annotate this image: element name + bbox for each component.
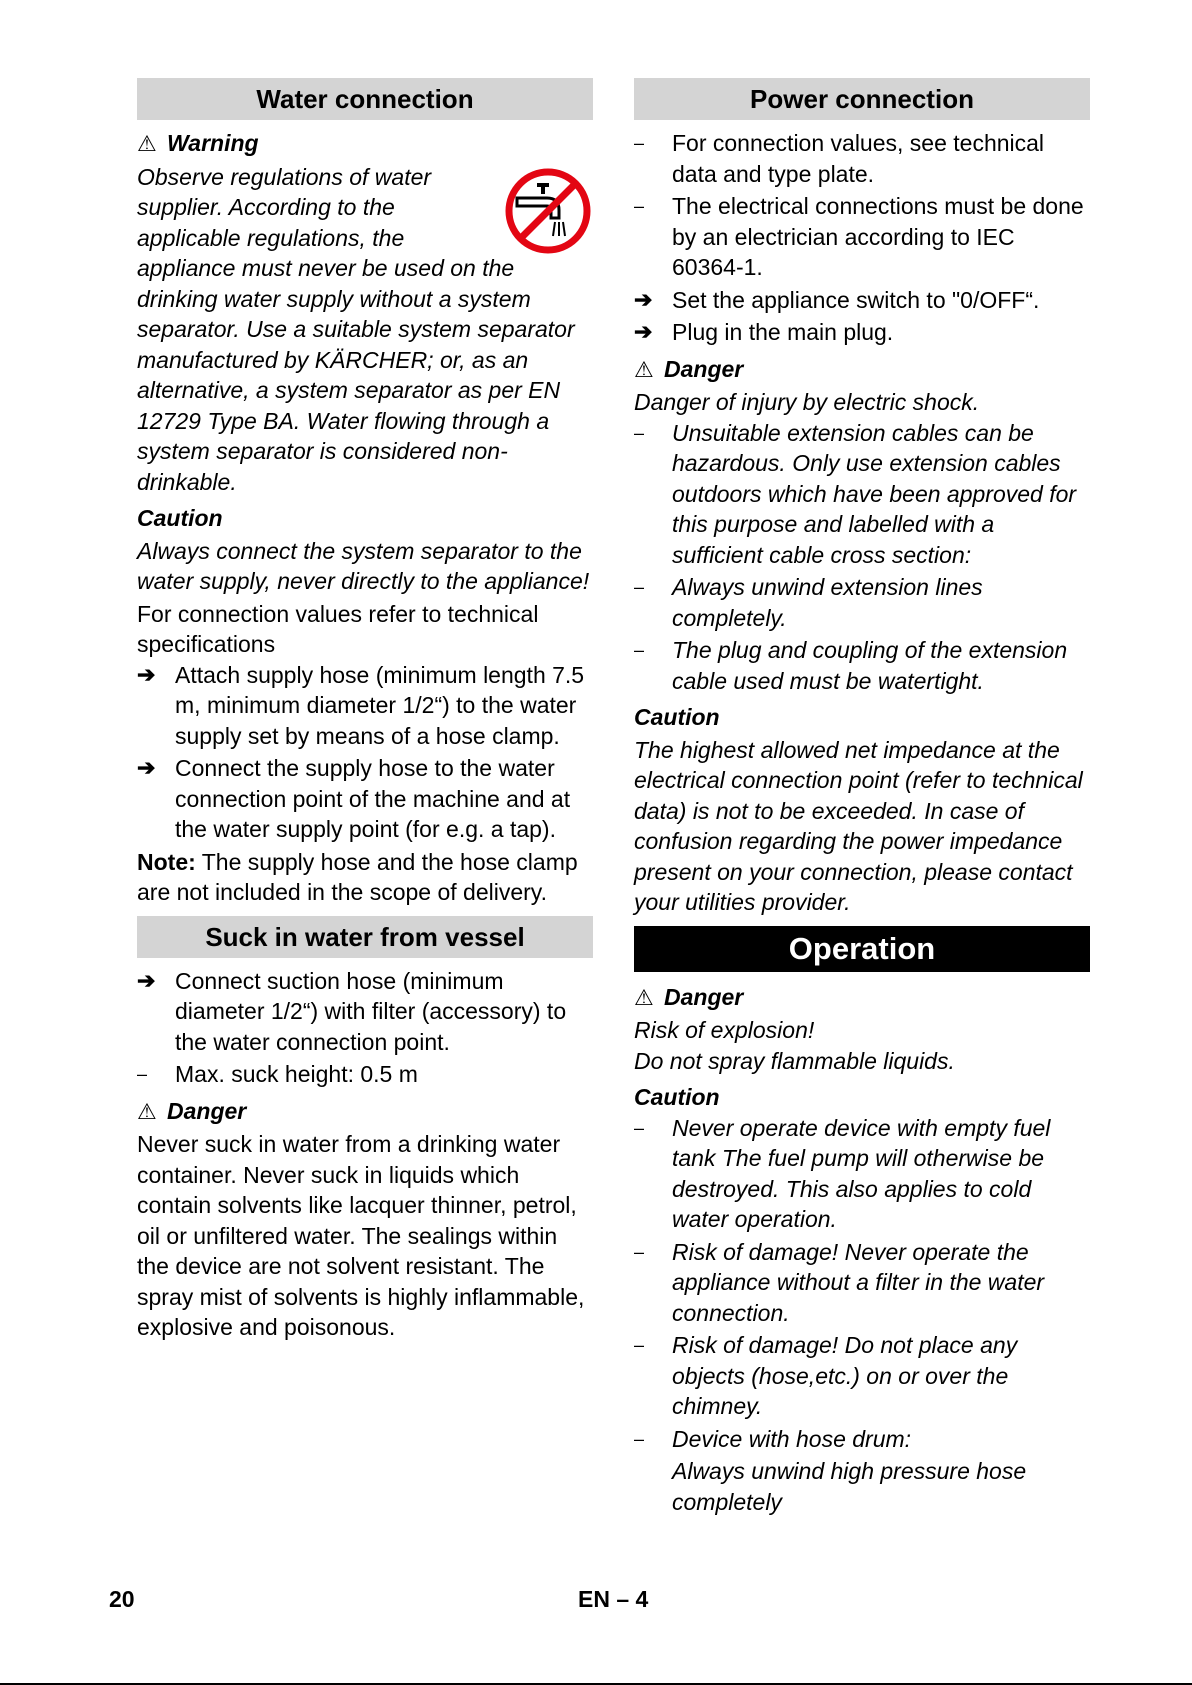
list-item: – Max. suck height: 0.5 m	[137, 1059, 593, 1090]
suck-water-heading: Suck in water from vessel	[137, 916, 593, 958]
arrow-right-icon: ➔	[634, 286, 653, 312]
list-item: – The plug and coupling of the extension cable used must be watertight.	[634, 637, 1068, 694]
operation-heading: Operation	[634, 926, 1090, 972]
warning-triangle-icon: ⚠	[634, 984, 654, 1010]
list-item: – The electrical connections must be done by an electrician according to IEC 60364-1.	[634, 193, 1084, 280]
list-item: – Never operate device with empty fuel tank The fuel pump will otherwise be destroyed. This also applies to cold water operation.	[634, 1114, 1051, 1232]
power-danger-label: ⚠ Danger	[634, 354, 1090, 386]
left-column	[137, 78, 593, 1343]
suck-danger-label: ⚠ Danger	[137, 1096, 593, 1128]
dash-bullet: –	[137, 1064, 148, 1084]
list-item: – Risk of damage! Never operate the appliance without a filter in the water connection.	[634, 1238, 1045, 1326]
list-item: ➔ Attach supply hose (minimum length 7.5 m, minimum diameter 1/2“) to the water supply set by means of a hose clamp.	[137, 661, 585, 749]
note-label: Note:	[137, 848, 196, 875]
list-item: ➔ Set the appliance switch to "0/OFF“.	[634, 285, 1090, 316]
page-label: EN – 4	[578, 1586, 649, 1612]
water-intro-text: For connection values refer to technical specifications	[137, 600, 539, 657]
power-caution-label: Caution	[634, 704, 720, 730]
water-note: Note: The supply hose and the hose clamp are not included in the scope of delivery.	[137, 848, 578, 905]
dash-bullet: –	[634, 133, 645, 153]
water-warning-text: Observe regulations of water supplier. According to the applicable regulations, the appliance must never be used on the drinking water supply without a system separator. Use a suitable system separator manufactured by KÄRCHER; or, as an alternative, a system separator as per EN 12729 Type BA. Water flowing through a system separator is considered non-drinkable.	[137, 162, 593, 498]
arrow-right-icon: ➔	[137, 755, 156, 780]
right-column	[634, 78, 1090, 1519]
dash-bullet: –	[634, 1117, 645, 1138]
warning-triangle-icon: ⚠	[634, 356, 654, 382]
power-caution-text: The highest allowed net impedance at the electrical connection point (refer to technical data) is not to be exceeded. In case of confusion regarding the power impedance present on your connection, please contact your utilities provider.	[634, 736, 1083, 915]
dash-bullet: –	[634, 422, 645, 443]
water-connection-heading: Water connection	[137, 78, 593, 120]
suck-danger-text: Never suck in water from a drinking water container. Never suck in liquids which contain solvents like lacquer thinner, petrol, oil or unfiltered water. The sealings within the device are not solvent resistant. The spray mist of solvents is highly inflammable, explosive and poisonous.	[137, 1131, 585, 1340]
dash-bullet: –	[634, 1335, 645, 1355]
list-item: – Unsuitable extension cables can be hazardous. Only use extension cables outdoors which have been approved for this purpose and labelled with a sufficient cable cross section:	[634, 419, 1077, 568]
list-item: – Always unwind extension lines completely.	[634, 574, 983, 631]
list-item: ➔ Plug in the main plug.	[634, 317, 1090, 348]
dash-bullet: –	[634, 1428, 645, 1449]
water-steps-list	[137, 660, 593, 845]
warning-triangle-icon: ⚠	[137, 131, 157, 156]
list-item: – Risk of damage! Do not place any objects (hose,etc.) on or over the chimney.	[634, 1332, 1018, 1419]
list-item: ➔ Connect the supply hose to the water connection point of the machine and at the water supply point (for e.g. a tap).	[137, 755, 571, 842]
operation-danger-line-1: Risk of explosion!	[634, 1017, 815, 1043]
dash-bullet: –	[634, 577, 645, 597]
water-warning-label: ⚠ Warning	[137, 128, 593, 160]
suck-steps-list	[137, 966, 593, 1090]
power-danger-list	[634, 418, 1090, 697]
arrow-right-icon: ➔	[137, 661, 156, 687]
dash-bullet: –	[634, 196, 645, 216]
power-connection-heading: Power connection	[634, 78, 1090, 120]
arrow-right-icon: ➔	[634, 319, 653, 344]
list-item: – Device with hose drum: Always unwind high pressure hose completely	[634, 1424, 1090, 1518]
water-caution-label: Caution	[137, 505, 223, 531]
dash-bullet: –	[634, 640, 645, 660]
power-danger-text: Danger of injury by electric shock.	[634, 389, 980, 415]
hose-drum-text: Always unwind high pressure hose completely	[672, 1458, 1027, 1515]
power-list	[634, 128, 1090, 348]
operation-danger-label: ⚠ Danger	[634, 982, 1090, 1014]
no-drinking-water-icon	[503, 166, 593, 256]
arrow-right-icon: ➔	[137, 967, 156, 993]
water-caution-text: Always connect the system separator to the water supply, never directly to the appliance!	[137, 537, 590, 594]
operation-danger-line-2: Do not spray flammable liquids.	[634, 1047, 955, 1074]
list-item: ➔ Connect suction hose (minimum diameter 1/2“) with filter (accessory) to the water connection point.	[137, 967, 567, 1055]
page-number: 20	[109, 1586, 135, 1612]
operation-caution-list	[634, 1113, 1090, 1518]
warning-triangle-icon: ⚠	[137, 1098, 157, 1124]
operation-caution-label: Caution	[634, 1084, 720, 1110]
list-item: – For connection values, see technical data and type plate.	[634, 130, 1045, 187]
dash-bullet: –	[634, 1241, 645, 1262]
